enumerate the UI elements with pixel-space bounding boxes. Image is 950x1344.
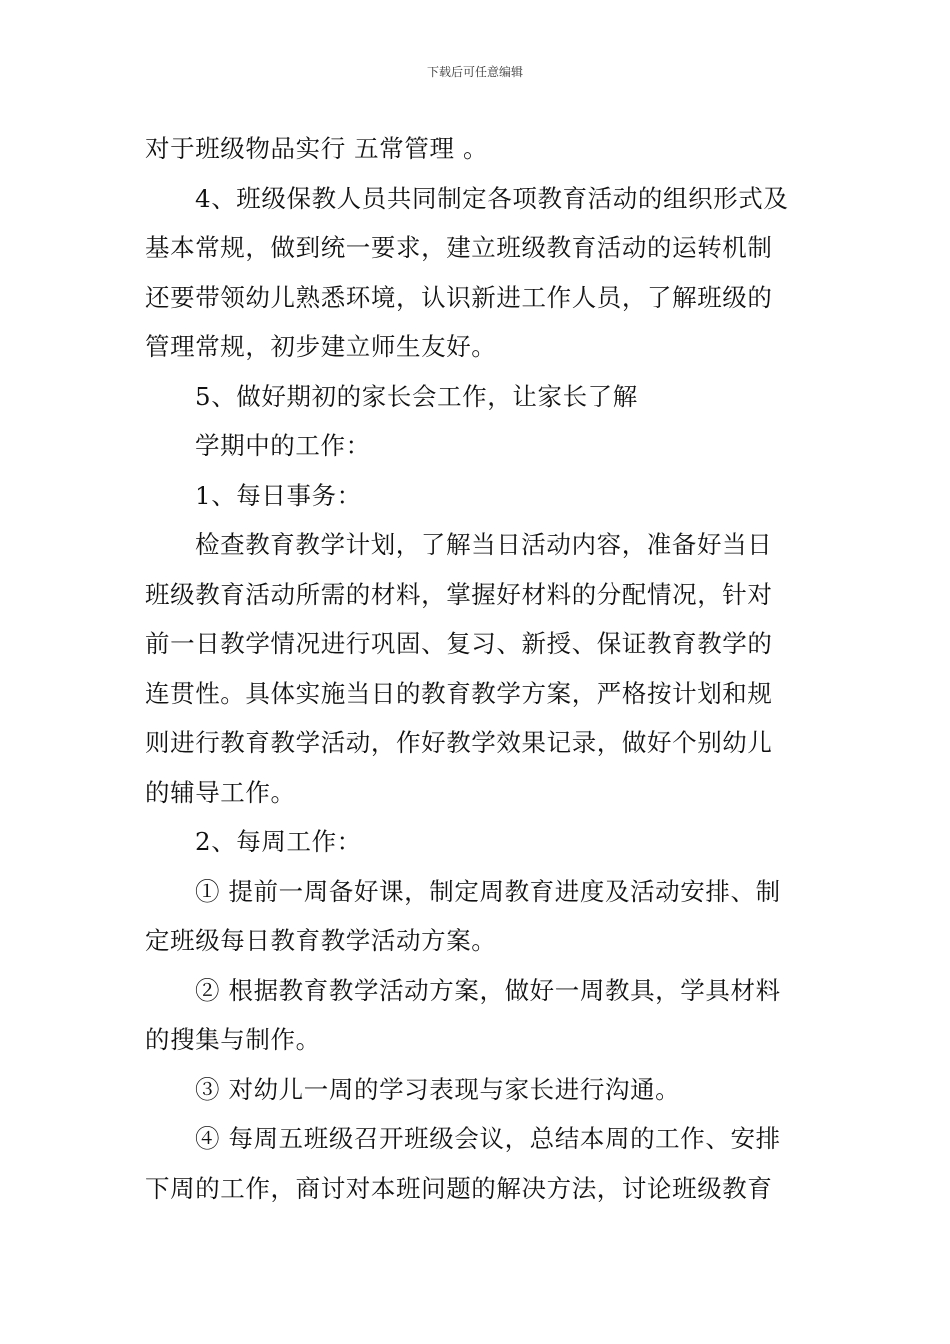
- text-line: 还要带领幼儿熟悉环境，认识新进工作人员，了解班级的: [145, 282, 773, 312]
- text-line: 定班级每日教育教学活动方案。: [145, 926, 497, 955]
- list-item: ④ 每周五班级召开班级会议，总结本周的工作、安排: [195, 1124, 781, 1153]
- text-line: 则进行教育教学活动，作好教学效果记录，做好个别幼儿: [145, 728, 773, 757]
- text-line: 管理常规，初步建立师生友好。: [145, 332, 497, 361]
- list-item: ② 根据教育教学活动方案，做好一周教具，学具材料: [195, 975, 781, 1005]
- subsection-heading: 2、每周工作：: [195, 827, 362, 856]
- subsection-heading: 1、每日事务：: [195, 480, 362, 510]
- document-body: [145, 124, 807, 1213]
- page-header-note: 下载后可任意编辑: [426, 65, 523, 79]
- text-line: 4、班级保教人员共同制定各项教育活动的组织形式及: [195, 183, 789, 213]
- text-line: 连贯性。具体实施当日的教育教学方案，严格按计划和规: [145, 678, 773, 708]
- text-line: 下周的工作，商讨对本班问题的解决方法，讨论班级教育: [145, 1173, 773, 1203]
- text-line: 前一日教学情况进行巩固、复习、新授、保证教育教学的: [145, 629, 773, 658]
- list-item: ① 提前一周备好课，制定周教育进度及活动安排、制: [195, 876, 781, 906]
- list-item: ③ 对幼儿一周的学习表现与家长进行沟通。: [195, 1074, 681, 1104]
- text-line: 对于班级物品实行 五常管理 。: [145, 134, 489, 163]
- text-line: 检查教育教学计划，了解当日活动内容，准备好当日: [195, 530, 773, 559]
- text-line: 5、做好期初的家长会工作，让家长了解: [195, 381, 638, 411]
- text-line: 的辅导工作。: [145, 777, 296, 807]
- text-line: 的搜集与制作。: [145, 1025, 321, 1054]
- text-line: 基本常规，做到统一要求，建立班级教育活动的运转机制: [145, 233, 773, 262]
- text-line: 班级教育活动所需的材料，掌握好材料的分配情况，针对: [145, 579, 773, 609]
- section-heading: 学期中的工作：: [195, 431, 371, 460]
